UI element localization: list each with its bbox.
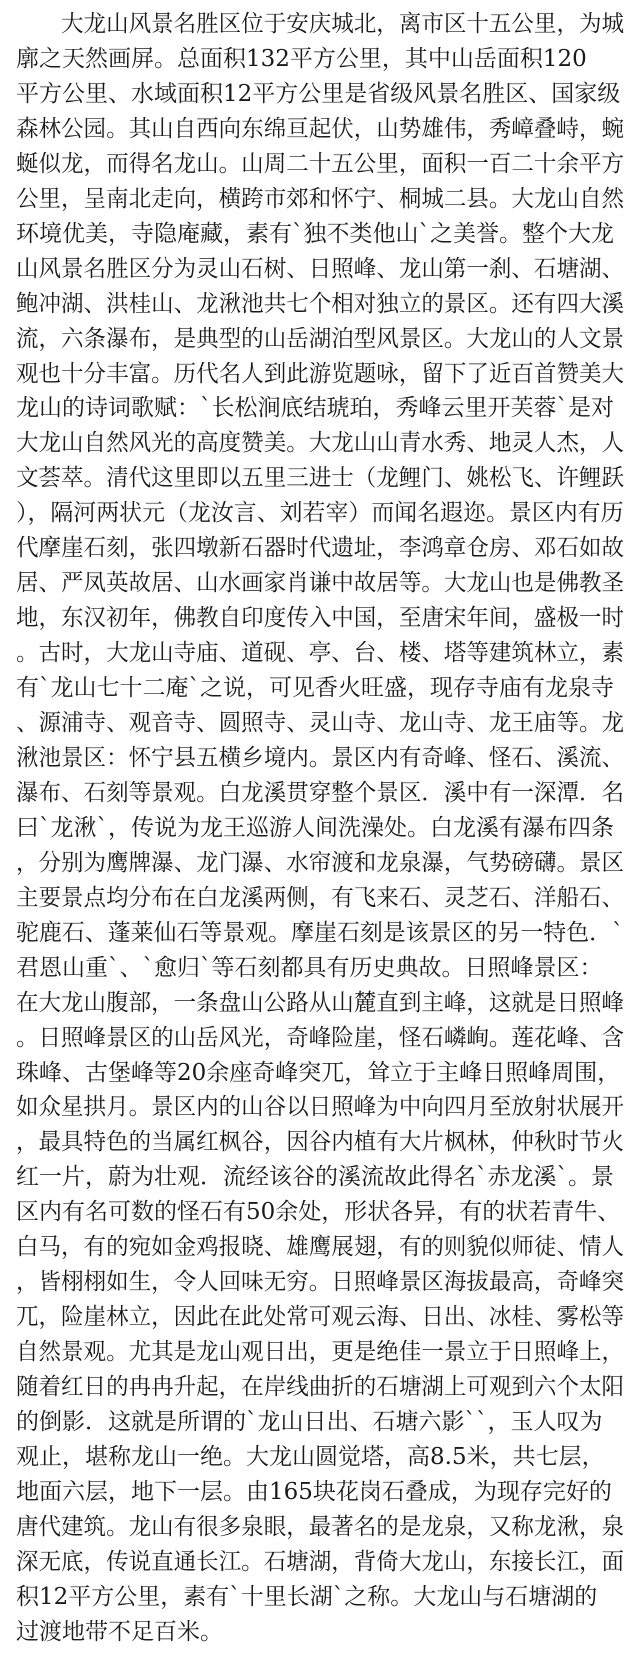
text-line: 积12平方公里，素有`十里长湖`之称。大龙山与石塘湖的 [16,1583,598,1610]
text-line: 代摩崖石刻，张四墩新石器时代遗址，李鸿章仓房、邓石如故 [16,535,624,562]
text-line: ，皆栩栩如生，令人回味无穷。日照峰景区海拔最高，奇峰突 [16,1269,624,1296]
text-line: 、源浦寺、观音寺、圆照寺、灵山寺、龙山寺、龙王庙等。龙 [16,710,624,736]
text-line: 有`龙山七十二庵`之说，可见香火旺盛，现存寺庙有龙泉寺 [16,675,614,702]
text-line: 随着红日的冉冉升起，在岸线曲折的石塘湖上可观到六个太阳 [16,1374,624,1401]
text-line: 森林公园。其山自西向东绵亘起伏，山势雄伟，秀嶂叠峙，蜿 [16,115,624,142]
text-line: 龙山的诗词歌赋：`长松涧底结琥珀，秀峰云里开芙蓉`是对 [16,395,614,422]
text-line: 流，六条瀑布，是典型的山岳湖泊型风景区。大龙山的人文景 [16,325,624,352]
text-line: 观也十分丰富。历代名人到此游览题咏，留下了近百首赞美大 [16,360,624,387]
text-line: 廓之天然画屏。总面积132平方公里，其中山岳面积120 [16,45,587,72]
text-line: 文荟萃。清代这里即以五里三进士（龙鲤门、姚松飞、许鲤跃 [16,465,624,492]
text-line: 。古时，大龙山寺庙、道砚、亭、台、楼、塔等建筑林立，素 [16,640,624,667]
text-line: 。日照峰景区的山岳风光，奇峰险崖，怪石嶙峋。莲花峰、含 [16,1024,624,1051]
text-line: 环境优美，寺隐庵藏，素有`独不类他山`之美誉。整个大龙 [16,220,614,247]
text-line: 白马，有的宛如金鸡报晓、雄鹰展翅，有的则貌似师徒、情人 [16,1234,624,1261]
text-line: 的倒影．这就是所谓的`龙山日出、石塘六影``，玉人叹为 [16,1409,603,1435]
text-line: 深无底，传说直通长江。石塘湖，背倚大龙山，东接长江，面 [16,1548,624,1575]
text-line: 地，东汉初年，佛教自印度传入中国，至唐宋年间，盛极一时 [16,605,624,632]
text-line: 过渡地带不足百米。 [16,1618,223,1645]
text-line: 自然景观。尤其是龙山观日出，更是绝佳一景立于日照峰上， [16,1339,624,1366]
text-line: 鲍冲湖、洪桂山、龙湫池共七个相对独立的景区。还有四大溪 [16,290,624,317]
text-line: 曰`龙湫`，传说为龙王巡游人间洗澡处。白龙溪有瀑布四条 [16,814,614,841]
text-line: 主要景点均分布在白龙溪两侧，有飞来石、灵芝石、洋船石、 [16,884,624,911]
text-line: 居、严凤英故居、山水画家肖谦中故居等。大龙山也是佛教圣 [16,570,624,597]
text-line: 地面六层，地下一层。由165块花岗石叠成，为现存完好的 [16,1478,612,1505]
text-line: 在大龙山腹部，一条盘山公路从山麓直到主峰，这就是日照峰 [16,989,624,1016]
text-line: 珠峰、古堡峰等20余座奇峰突兀，耸立于主峰日照峰周围， [16,1059,621,1086]
text-line: 红一片，蔚为壮观．流经该谷的溪流故此得名`赤龙溪`。景 [16,1164,614,1191]
text-line: 如众星拱月。景区内的山谷以日照峰为中向四月至放射状展开 [16,1094,624,1121]
text-line: 区内有名可数的怪石有50余处，形状各异，有的状若青牛、 [16,1199,621,1226]
text-line: 平方公里、水域面积12平方公里是省级风景名胜区、国家级 [16,80,621,107]
text-line: 瀑布、石刻等景观。白龙溪贯穿整个景区．溪中有一深潭．名 [16,779,624,806]
text-line: ，分别为鹰牌瀑、龙门瀑、水帘渡和龙泉瀑，气势磅礴。景区 [16,849,624,876]
text-line: 大龙山自然风光的高度赞美。大龙山山青水秀、地灵人杰，人 [16,430,624,457]
text-line: 山风景名胜区分为灵山石树、日照峰、龙山第一刹、石塘湖、 [16,255,624,282]
text-line: ），隔河两状元（龙汝言、刘若宰）而闻名遐迩。景区内有历 [16,500,624,527]
text-line: 公里，呈南北走向，横跨市郊和怀宁、桐城二县。大龙山自然 [16,185,624,212]
text-line: 大龙山风景名胜区位于安庆城北，离市区十五公里，为城 [16,11,624,37]
text-line: ，最具特色的当属红枫谷，因谷内植有大片枫林，仲秋时节火 [16,1129,624,1156]
text-line: 唐代建筑。龙山有很多泉眼，最著名的是龙泉，又称龙湫，泉 [16,1513,624,1540]
text-line: 君恩山重`、`愈归`等石刻都具有历史典故。日照峰景区： [16,954,603,981]
text-line: 兀，险崖林立，因此在此处常可观云海、日出、冰桂、雾松等 [16,1304,624,1331]
text-line: 蜒似龙，而得名龙山。山周二十五公里，面积一百二十余平方 [16,150,624,177]
text-line: 湫池景区：怀宁县五横乡境内。景区内有奇峰、怪石、溪流、 [16,744,624,771]
text-line: 观止，堪称龙山一绝。大龙山圆觉塔，高8.5米，共七层， [16,1443,605,1470]
text-line: 驼鹿石、蓬莱仙石等景观。摩崖石刻是该景区的另一特色．` [16,919,624,946]
